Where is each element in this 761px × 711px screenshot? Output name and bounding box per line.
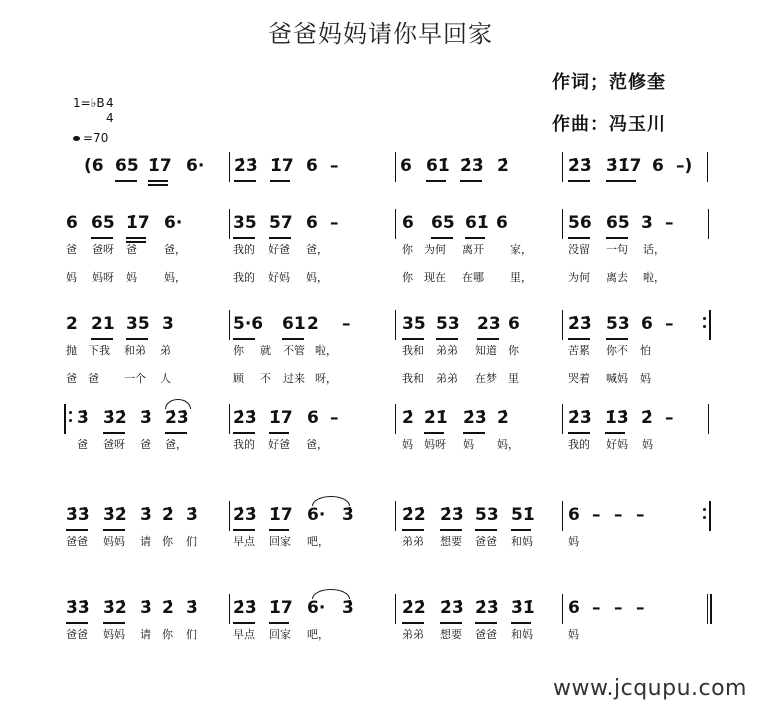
lyric-syllable: 爸爸 — [66, 535, 88, 548]
lyric-syllable: 妈妈 — [103, 535, 125, 548]
note-token: – — [636, 598, 645, 618]
note-token: 3̇3̇ — [66, 505, 90, 525]
lyric-syllable: 好妈 — [606, 438, 628, 451]
note-token: 6· — [164, 213, 183, 233]
note-token: 1̇7 — [269, 408, 293, 428]
rhythm-underline — [269, 622, 289, 624]
lyric-syllable: 弟 — [160, 344, 171, 357]
song-title: 爸爸妈妈请你早回家 — [268, 20, 493, 48]
bar-line — [562, 152, 563, 182]
rhythm-underline — [463, 432, 485, 434]
note-token: 2̇3̇ — [165, 408, 189, 428]
note-token: 3̇ — [77, 408, 89, 428]
bar-line — [562, 594, 563, 624]
lyric-syllable: 早点 — [233, 628, 255, 641]
bar-line — [229, 501, 230, 531]
rhythm-underline — [233, 432, 255, 434]
lyric-syllable: 一句 — [606, 243, 628, 256]
lyric-syllable: 妈 — [568, 535, 579, 548]
note-token: 2 — [307, 314, 319, 334]
slur-mark — [165, 399, 191, 409]
note-token: –) — [676, 156, 693, 176]
rhythm-underline — [233, 237, 255, 239]
lyric-syllable: 为何 — [568, 271, 590, 284]
lyric-syllable: 现在 — [424, 271, 446, 284]
lyric-syllable: 哭着 — [568, 372, 590, 385]
note-token: 35 — [126, 314, 150, 334]
rhythm-underline — [511, 622, 531, 624]
lyric-syllable: 离去 — [606, 271, 628, 284]
lyric-syllable: 我的 — [233, 243, 255, 256]
note-token: 61̇ — [426, 156, 450, 176]
lyric-syllable: 一个 — [124, 372, 146, 385]
lyric-syllable: 我和 — [402, 344, 424, 357]
rhythm-underline — [475, 529, 497, 531]
lyric-syllable: 你 — [402, 271, 413, 284]
lyric-syllable: 想要 — [440, 628, 462, 641]
note-token: 1̇3̇ — [605, 408, 629, 428]
rhythm-underline — [606, 237, 628, 239]
note-token: 1̇7 — [269, 505, 293, 525]
note-token: – — [614, 598, 623, 618]
note-token: – — [665, 213, 674, 233]
lyric-syllable: 早点 — [233, 535, 255, 548]
rhythm-underline — [606, 180, 636, 182]
note-token: 6 — [306, 213, 318, 233]
bar-line — [395, 209, 396, 239]
lyric-syllable: 妈妈 — [103, 628, 125, 641]
lyric-syllable: 妈 — [126, 271, 137, 284]
lyric-syllable: 妈， — [164, 271, 186, 284]
bar-line — [708, 404, 709, 434]
bar-line — [562, 310, 563, 340]
note-token: 65 — [606, 213, 630, 233]
note-token: 2̇3̇ — [463, 408, 487, 428]
lyric-syllable: 你 — [402, 243, 413, 256]
rhythm-underline — [148, 180, 168, 182]
slur-mark — [312, 589, 350, 599]
note-token: 6 — [66, 213, 78, 233]
note-token: 23 — [477, 314, 501, 334]
lyric-syllable: 苦累 — [568, 344, 590, 357]
lyric-syllable: 里 — [508, 372, 519, 385]
lyric-syllable: 吧， — [307, 628, 329, 641]
rhythm-underline — [477, 338, 499, 340]
note-token: 6 — [641, 314, 653, 334]
note-token: 3̇ — [186, 505, 198, 525]
bar-line — [709, 501, 711, 531]
rhythm-underline — [234, 180, 256, 182]
bar-line — [229, 310, 230, 340]
bar-line — [709, 310, 711, 340]
lyric-syllable: 爸 — [66, 372, 77, 385]
lyric-syllable: 为何 — [424, 243, 446, 256]
lyric-syllable: 爸呀 — [92, 243, 114, 256]
note-token: 1̇7 — [126, 213, 150, 233]
lyric-syllable: 爸 — [140, 438, 151, 451]
lyric-syllable: 和弟 — [124, 344, 146, 357]
note-token: – — [592, 505, 601, 525]
lyric-syllable: 爸爸 — [66, 628, 88, 641]
bar-line — [395, 310, 396, 340]
note-token: 2̇3̇ — [440, 598, 464, 618]
note-token: 1̇7 — [270, 156, 294, 176]
lyric-syllable: 弟弟 — [436, 372, 458, 385]
lyric-syllable: 请 — [140, 628, 151, 641]
lyric-syllable: 回家 — [269, 535, 291, 548]
rhythm-underline — [103, 622, 125, 624]
lyric-syllable: 家， — [510, 243, 532, 256]
rhythm-underline — [402, 622, 424, 624]
site-watermark: www.jcqupu.com — [553, 676, 747, 701]
note-token: 65 — [115, 156, 139, 176]
note-token: 2̇3̇ — [234, 156, 258, 176]
rhythm-underline — [115, 180, 137, 182]
note-token: 65 — [91, 213, 115, 233]
lyric-syllable: 话， — [643, 243, 665, 256]
bar-line — [229, 594, 230, 624]
lyric-syllable: 请 — [140, 535, 151, 548]
rhythm-underline — [440, 622, 462, 624]
lyric-syllable: 人 — [160, 372, 171, 385]
lyric-syllable: 好妈 — [268, 271, 290, 284]
tempo-marking: =70 — [73, 131, 108, 145]
repeat-dots — [703, 503, 706, 523]
lyric-syllable: 你 — [162, 628, 173, 641]
rhythm-underline — [568, 180, 590, 182]
note-token: 2̇ — [497, 156, 509, 176]
lyric-syllable: 我和 — [402, 372, 424, 385]
half-note-icon — [73, 136, 80, 141]
rhythm-underline — [568, 338, 590, 340]
note-token: 6 — [568, 598, 580, 618]
slur-mark — [312, 496, 350, 506]
lyric-syllable: 和妈 — [511, 628, 533, 641]
lyric-syllable: 就 — [260, 344, 271, 357]
note-token: 2̇3̇ — [233, 505, 257, 525]
lyric-syllable: 我的 — [233, 271, 255, 284]
rhythm-underline — [126, 237, 146, 239]
note-token: 1̇7 — [269, 598, 293, 618]
lyric-syllable: 弟弟 — [436, 344, 458, 357]
rhythm-underline — [440, 529, 462, 531]
lyric-syllable: 妈 — [463, 438, 474, 451]
rhythm-underline — [568, 237, 590, 239]
rhythm-underline — [66, 529, 88, 531]
lyric-syllable: 爸 — [88, 372, 99, 385]
lyric-syllable: 和妈 — [511, 535, 533, 548]
lyric-syllable: 妈， — [306, 271, 328, 284]
rhythm-underline — [424, 432, 444, 434]
note-token: 2̇3̇ — [475, 598, 499, 618]
bar-line — [707, 594, 708, 624]
note-token: 53 — [436, 314, 460, 334]
lyric-syllable: 你 — [508, 344, 519, 357]
lyric-syllable: 过来 — [283, 372, 305, 385]
note-token: 3 — [641, 213, 653, 233]
lyric-syllable: 们 — [186, 535, 197, 548]
rhythm-underline — [148, 184, 168, 186]
lyric-syllable: 们 — [186, 628, 197, 641]
rhythm-underline — [233, 622, 255, 624]
lyric-syllable: 呀， — [315, 372, 337, 385]
rhythm-underline — [475, 622, 497, 624]
rhythm-underline — [605, 432, 625, 434]
rhythm-underline — [431, 237, 453, 239]
note-token: 6 — [508, 314, 520, 334]
lyric-syllable: 爸 — [126, 243, 137, 256]
rhythm-underline — [269, 529, 289, 531]
lyric-syllable: 里， — [510, 271, 532, 284]
lyric-syllable: 妈 — [402, 438, 413, 451]
lyric-syllable: 我的 — [568, 438, 590, 451]
note-token: – — [665, 314, 674, 334]
note-token: 2̇ — [162, 505, 174, 525]
note-token: 2̇3̇ — [440, 505, 464, 525]
rhythm-underline — [126, 338, 148, 340]
lyric-syllable: 好爸 — [268, 243, 290, 256]
lyric-syllable: 喊妈 — [606, 372, 628, 385]
note-token: 3̇ — [140, 408, 152, 428]
note-token: 3̇ — [140, 505, 152, 525]
lyric-syllable: 没留 — [568, 243, 590, 256]
note-token: 3̇ — [186, 598, 198, 618]
rhythm-underline — [436, 338, 458, 340]
note-token: 3̇ — [342, 505, 354, 525]
lyric-syllable: 在哪 — [462, 271, 484, 284]
bar-line — [708, 209, 709, 239]
bar-line — [229, 152, 230, 182]
rhythm-underline — [91, 338, 113, 340]
note-token: 51̇ — [511, 505, 535, 525]
bar-line — [562, 209, 563, 239]
lyric-syllable: 妈， — [497, 438, 519, 451]
note-token: 2̇3̇ — [233, 598, 257, 618]
lyric-syllable: 我的 — [233, 438, 255, 451]
bar-line — [395, 152, 396, 182]
note-token: – — [636, 505, 645, 525]
rhythm-underline — [233, 529, 255, 531]
lyric-syllable: 想要 — [440, 535, 462, 548]
rhythm-underline — [568, 432, 590, 434]
note-token: 6 — [496, 213, 508, 233]
rhythm-underline — [66, 622, 88, 624]
note-token: – — [342, 314, 351, 334]
lyric-syllable: 啦， — [643, 271, 665, 284]
lyric-syllable: 爸， — [306, 438, 328, 451]
lyric-syllable: 抛 — [66, 344, 77, 357]
rhythm-underline — [233, 338, 255, 340]
lyric-syllable: 爸爸 — [475, 628, 497, 641]
bar-line — [707, 152, 708, 182]
bar-line — [710, 594, 712, 624]
lyric-syllable: 妈 — [66, 271, 77, 284]
note-token: 2 — [66, 314, 78, 334]
note-token: 53 — [606, 314, 630, 334]
note-token: 5·6 — [233, 314, 264, 334]
note-token: – — [330, 156, 339, 176]
lyric-syllable: 弟弟 — [402, 535, 424, 548]
lyric-syllable: 妈 — [568, 628, 579, 641]
lyric-syllable: 吧， — [307, 535, 329, 548]
rhythm-underline — [511, 529, 531, 531]
note-token: 6· — [307, 505, 326, 525]
note-token: 65 — [431, 213, 455, 233]
note-token: 6 — [652, 156, 664, 176]
lyric-syllable: 爸， — [306, 243, 328, 256]
note-token: 3̇2̇ — [103, 408, 127, 428]
note-token: 2̇3̇ — [460, 156, 484, 176]
note-token: 3 — [162, 314, 174, 334]
lyric-syllable: 妈 — [642, 438, 653, 451]
lyric-syllable: 不 — [260, 372, 271, 385]
lyric-syllable: 在梦 — [475, 372, 497, 385]
lyric-syllable: 爸 — [66, 243, 77, 256]
lyric-syllable: 回家 — [269, 628, 291, 641]
note-token: 2̇3̇ — [233, 408, 257, 428]
lyric-syllable: 不管 — [283, 344, 305, 357]
note-token: 2̇ — [641, 408, 653, 428]
lyricist-credit: 作词；范修奎 — [552, 72, 666, 93]
note-token: 6 — [568, 505, 580, 525]
lyric-syllable: 你 — [233, 344, 244, 357]
time-signature: 4 4 — [106, 96, 114, 125]
rhythm-underline — [426, 180, 446, 182]
lyric-syllable: 下我 — [88, 344, 110, 357]
repeat-dots — [69, 406, 72, 426]
rhythm-underline — [103, 432, 125, 434]
note-token: 2̇2̇ — [402, 598, 426, 618]
rhythm-underline — [402, 338, 424, 340]
note-token: 2̇3̇ — [568, 156, 592, 176]
lyric-syllable: 爸， — [165, 438, 187, 451]
lyric-syllable: 妈 — [640, 372, 651, 385]
note-token: – — [592, 598, 601, 618]
note-token: 2̇1̇ — [424, 408, 448, 428]
note-token: 6 — [402, 213, 414, 233]
note-token: 3̇1̇ — [511, 598, 535, 618]
note-token: 35 — [402, 314, 426, 334]
note-token: – — [614, 505, 623, 525]
note-token: 3̇2̇ — [103, 505, 127, 525]
note-token: 53 — [475, 505, 499, 525]
note-token: 2̇2̇ — [402, 505, 426, 525]
note-token: 3̇ — [342, 598, 354, 618]
note-token: 35 — [233, 213, 257, 233]
note-token: 6 — [400, 156, 412, 176]
note-token: 6 — [307, 408, 319, 428]
note-token: 2̇ — [497, 408, 509, 428]
note-token: 2̇ — [162, 598, 174, 618]
rhythm-underline — [460, 180, 482, 182]
bar-line — [395, 501, 396, 531]
bar-line — [395, 404, 396, 434]
rhythm-underline — [402, 529, 424, 531]
lyric-syllable: 妈呀 — [424, 438, 446, 451]
note-token: 2̇3̇ — [568, 314, 592, 334]
note-token: – — [665, 408, 674, 428]
lyric-syllable: 怕 — [640, 344, 651, 357]
key-signature: 1=♭B — [73, 96, 105, 110]
lyric-syllable: 好爸 — [268, 438, 290, 451]
lyric-syllable: 知道 — [475, 344, 497, 357]
rhythm-underline — [91, 237, 113, 239]
lyric-syllable: 顾 — [233, 372, 244, 385]
bar-line — [229, 404, 230, 434]
note-token: 56 — [568, 213, 592, 233]
note-token: 6· — [307, 598, 326, 618]
lyric-syllable: 爸爸 — [475, 535, 497, 548]
rhythm-underline — [606, 338, 628, 340]
lyric-syllable: 离开 — [462, 243, 484, 256]
rhythm-underline — [103, 529, 125, 531]
note-token: 3̇2̇ — [103, 598, 127, 618]
rhythm-underline — [269, 237, 291, 239]
note-token: 57 — [269, 213, 293, 233]
note-token: – — [330, 213, 339, 233]
bar-line — [229, 209, 230, 239]
composer-credit: 作曲：冯玉川 — [552, 114, 666, 135]
lyric-syllable: 啦， — [315, 344, 337, 357]
note-token: 3̇1̇7 — [606, 156, 642, 176]
note-token: 21 — [91, 314, 115, 334]
note-token: 2̇3̇ — [568, 408, 592, 428]
bar-line — [395, 594, 396, 624]
note-token: 61 — [282, 314, 306, 334]
lyric-syllable: 弟弟 — [402, 628, 424, 641]
lyric-syllable: 你不 — [606, 344, 628, 357]
note-token: 3̇ — [140, 598, 152, 618]
lyric-syllable: 你 — [162, 535, 173, 548]
lyric-syllable: 爸 — [77, 438, 88, 451]
rhythm-underline — [282, 338, 304, 340]
bar-line — [64, 404, 66, 434]
bar-line — [562, 404, 563, 434]
note-token: 2̇ — [402, 408, 414, 428]
note-token: (6 — [84, 156, 104, 176]
note-token: 1̇7 — [148, 156, 172, 176]
rhythm-underline — [269, 432, 289, 434]
rhythm-underline — [165, 432, 187, 434]
note-token: 6 — [306, 156, 318, 176]
repeat-dots — [703, 312, 706, 332]
bar-line — [562, 501, 563, 531]
lyric-syllable: 妈呀 — [92, 271, 114, 284]
note-token: 6· — [186, 156, 205, 176]
rhythm-underline — [465, 237, 485, 239]
lyric-syllable: 爸呀 — [103, 438, 125, 451]
note-token: – — [330, 408, 339, 428]
note-token: 3̇3̇ — [66, 598, 90, 618]
note-token: 61̇ — [465, 213, 489, 233]
rhythm-underline — [270, 180, 290, 182]
lyric-syllable: 爸， — [164, 243, 186, 256]
